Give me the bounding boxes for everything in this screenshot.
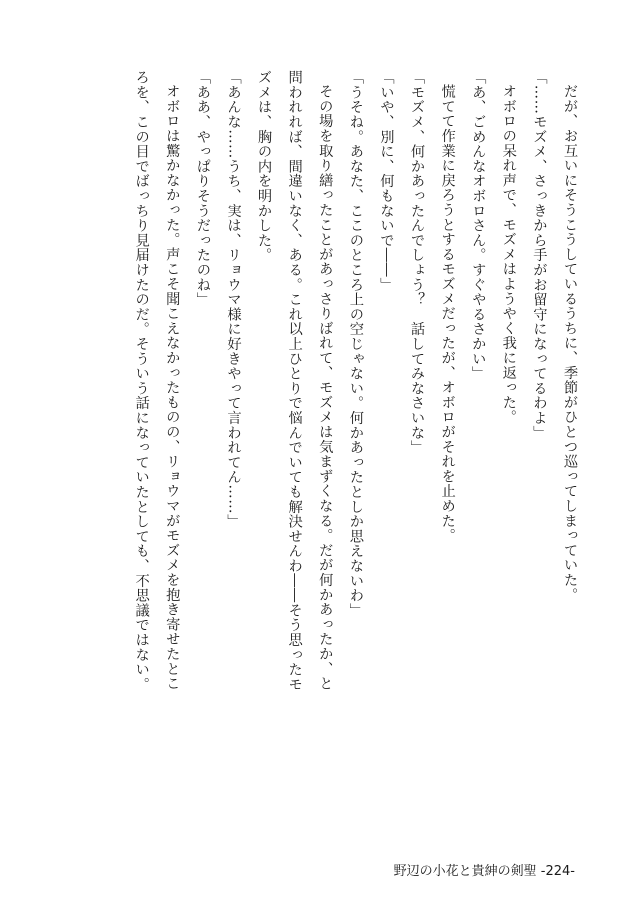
text-line: 「ああ、やっぱりそうだったのね」	[194, 70, 211, 307]
text-line: 「いや、別に、何もないで――」	[378, 70, 395, 292]
text-line: ズメは、胸の内を明かした。	[256, 70, 273, 263]
text-line: 「モズメ、何かあったんでしょう？ 話してみなさいな」	[409, 70, 426, 455]
vertical-text-body	[126, 70, 585, 830]
page-footer	[394, 860, 575, 879]
text-line: 「うそね。あなた、ここのところ上の空じゃない。何かあったとしか思えないわ」	[347, 70, 364, 618]
text-line: 「……モズメ、さっきから手がお留守になってるわよ」	[531, 70, 548, 440]
book-title: 野辺の小花と貴紳の剣聖	[393, 864, 537, 879]
text-line: オボロの呆れ声で、モズメはようやく我に返った。	[500, 84, 517, 425]
text-line: 慌てて作業に戻ろうとするモズメだったが、オボロがそれを止めた。	[439, 84, 456, 544]
text-line: オボロは驚かなかった。声こそ聞こえなかったものの、リョウマがモズメを抱き寄せたとこ	[164, 84, 181, 692]
text-line: その場を取り繕ったことがあっさりばれて、モズメは気まずくなる。だが何かあったか、と	[317, 84, 334, 692]
page-number: -224-	[540, 864, 575, 879]
text-line: だが、お互いにそうこうしているうちに、季節がひとつ巡ってしまっていた。	[562, 84, 578, 603]
text-line: 「あ、ごめんなオボロさん。すぐやるさかい」	[470, 70, 487, 381]
text-line: ろを、この目でばっちり見届けたのだ。そういう話になっていたとしても、不思議ではない。	[133, 70, 150, 692]
text-line: 「あんな……うち、実は、リョウマ様に好きやって言われてん……」	[225, 70, 242, 529]
text-line: 問われれば、間違いなく、ある。これ以上ひとりで悩んでいても解決せんわ――そう思ったモ	[286, 70, 303, 692]
